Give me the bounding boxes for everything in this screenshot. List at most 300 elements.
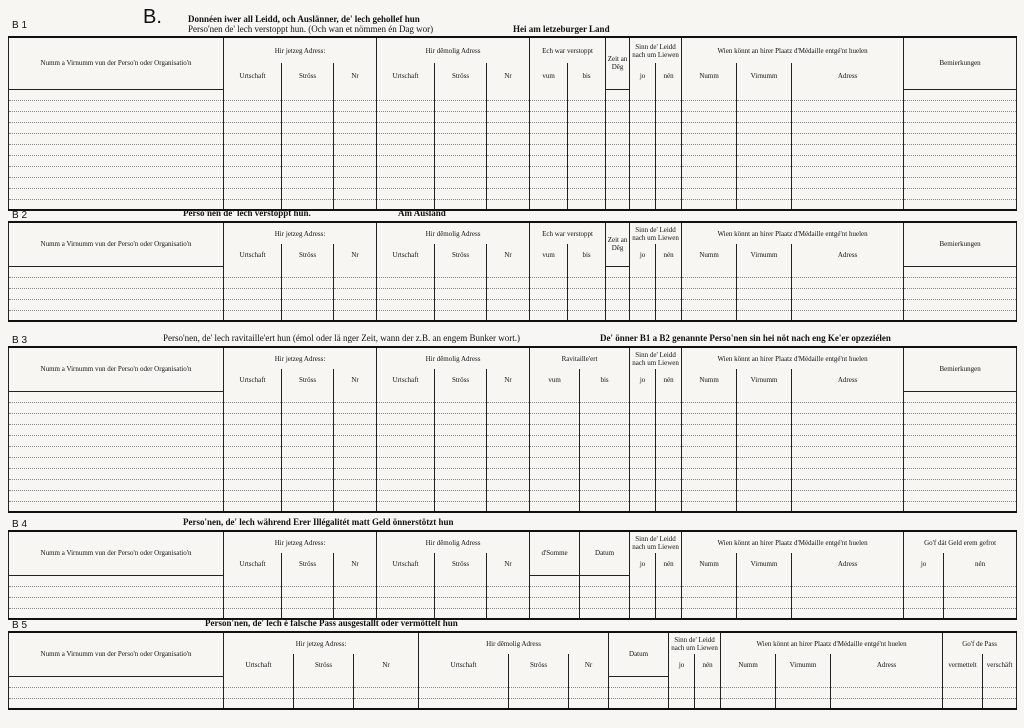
table-cell[interactable] — [606, 277, 630, 288]
table-cell[interactable] — [737, 391, 792, 402]
table-cell[interactable] — [630, 166, 656, 177]
table-cell[interactable] — [9, 435, 224, 446]
table-cell[interactable] — [9, 586, 224, 597]
table-cell[interactable] — [377, 435, 435, 446]
table-row[interactable] — [9, 277, 1017, 288]
table-cell[interactable] — [682, 490, 737, 501]
table-cell[interactable] — [224, 89, 282, 100]
table-cell[interactable] — [656, 177, 682, 188]
table-row[interactable] — [9, 144, 1017, 155]
table-cell[interactable] — [530, 424, 580, 435]
table-cell[interactable] — [580, 501, 630, 512]
table-cell[interactable] — [334, 166, 377, 177]
table-cell[interactable] — [904, 299, 1017, 310]
table-cell[interactable] — [904, 490, 1017, 501]
table-cell[interactable] — [630, 100, 656, 111]
table-cell[interactable] — [737, 177, 792, 188]
table-cell[interactable] — [568, 122, 606, 133]
table-cell[interactable] — [656, 446, 682, 457]
table-cell[interactable] — [282, 501, 334, 512]
table-cell[interactable] — [530, 266, 568, 277]
table-cell[interactable] — [435, 402, 487, 413]
table-cell[interactable] — [9, 501, 224, 512]
table-cell[interactable] — [487, 490, 530, 501]
table-cell[interactable] — [282, 402, 334, 413]
table-cell[interactable] — [294, 698, 354, 709]
table-cell[interactable] — [435, 188, 487, 199]
table-cell[interactable] — [737, 413, 792, 424]
table-cell[interactable] — [792, 111, 904, 122]
table-cell[interactable] — [609, 676, 669, 687]
table-cell[interactable] — [377, 111, 435, 122]
table-cell[interactable] — [904, 133, 1017, 144]
table-cell[interactable] — [606, 288, 630, 299]
table-cell[interactable] — [530, 122, 568, 133]
table-cell[interactable] — [609, 698, 669, 709]
table-cell[interactable] — [435, 575, 487, 586]
table-cell[interactable] — [224, 676, 294, 687]
table-row[interactable] — [9, 122, 1017, 133]
table-cell[interactable] — [377, 299, 435, 310]
table-cell[interactable] — [377, 266, 435, 277]
table-cell[interactable] — [530, 501, 580, 512]
table-cell[interactable] — [656, 266, 682, 277]
table-cell[interactable] — [487, 277, 530, 288]
table-cell[interactable] — [695, 698, 721, 709]
table-cell[interactable] — [530, 144, 568, 155]
table-cell[interactable] — [792, 391, 904, 402]
table-cell[interactable] — [9, 111, 224, 122]
table-cell[interactable] — [224, 144, 282, 155]
table-cell[interactable] — [224, 402, 282, 413]
table-cell[interactable] — [435, 310, 487, 321]
table-cell[interactable] — [606, 177, 630, 188]
table-cell[interactable] — [737, 468, 792, 479]
table-cell[interactable] — [487, 586, 530, 597]
table-cell[interactable] — [737, 188, 792, 199]
table-cell[interactable] — [904, 144, 1017, 155]
table-cell[interactable] — [530, 586, 580, 597]
table-cell[interactable] — [606, 122, 630, 133]
table-cell[interactable] — [224, 155, 282, 166]
table-cell[interactable] — [682, 100, 737, 111]
table-cell[interactable] — [530, 597, 580, 608]
table-cell[interactable] — [354, 676, 419, 687]
table-cell[interactable] — [530, 446, 580, 457]
table-cell[interactable] — [568, 133, 606, 144]
table-cell[interactable] — [224, 413, 282, 424]
table-cell[interactable] — [530, 310, 568, 321]
table-cell[interactable] — [682, 446, 737, 457]
table-cell[interactable] — [630, 89, 656, 100]
table-cell[interactable] — [656, 468, 682, 479]
table-cell[interactable] — [904, 479, 1017, 490]
table-cell[interactable] — [737, 288, 792, 299]
table-cell[interactable] — [737, 111, 792, 122]
table-cell[interactable] — [656, 586, 682, 597]
table-cell[interactable] — [509, 676, 569, 687]
table-cell[interactable] — [9, 446, 224, 457]
table-cell[interactable] — [435, 89, 487, 100]
table-cell[interactable] — [334, 597, 377, 608]
table-cell[interactable] — [568, 266, 606, 277]
table-row[interactable] — [9, 468, 1017, 479]
table-cell[interactable] — [737, 575, 792, 586]
table-cell[interactable] — [377, 310, 435, 321]
table-cell[interactable] — [9, 479, 224, 490]
table-row[interactable] — [9, 490, 1017, 501]
table-cell[interactable] — [435, 288, 487, 299]
table-cell[interactable] — [487, 155, 530, 166]
table-cell[interactable] — [282, 446, 334, 457]
table-cell[interactable] — [792, 266, 904, 277]
table-cell[interactable] — [606, 299, 630, 310]
table-cell[interactable] — [630, 479, 656, 490]
table-cell[interactable] — [656, 144, 682, 155]
table-cell[interactable] — [943, 687, 983, 698]
table-cell[interactable] — [377, 89, 435, 100]
table-cell[interactable] — [656, 490, 682, 501]
table-cell[interactable] — [487, 199, 530, 210]
table-cell[interactable] — [294, 676, 354, 687]
table-cell[interactable] — [487, 144, 530, 155]
table-cell[interactable] — [904, 608, 944, 619]
table-cell[interactable] — [282, 490, 334, 501]
table-cell[interactable] — [568, 199, 606, 210]
table-cell[interactable] — [530, 288, 568, 299]
table-cell[interactable] — [530, 199, 568, 210]
table-cell[interactable] — [568, 111, 606, 122]
table-cell[interactable] — [224, 177, 282, 188]
table-cell[interactable] — [377, 479, 435, 490]
table-cell[interactable] — [487, 597, 530, 608]
table-cell[interactable] — [530, 413, 580, 424]
table-cell[interactable] — [487, 575, 530, 586]
table-cell[interactable] — [630, 310, 656, 321]
table-cell[interactable] — [9, 288, 224, 299]
table-row[interactable] — [9, 402, 1017, 413]
table-cell[interactable] — [682, 122, 737, 133]
table-cell[interactable] — [737, 166, 792, 177]
table-cell[interactable] — [487, 288, 530, 299]
table-cell[interactable] — [224, 100, 282, 111]
table-cell[interactable] — [737, 501, 792, 512]
table-cell[interactable] — [334, 100, 377, 111]
table-row[interactable] — [9, 266, 1017, 277]
table-cell[interactable] — [695, 676, 721, 687]
table-cell[interactable] — [630, 111, 656, 122]
table-cell[interactable] — [419, 676, 509, 687]
table-cell[interactable] — [334, 501, 377, 512]
table-row[interactable] — [9, 310, 1017, 321]
table-cell[interactable] — [530, 177, 568, 188]
table-cell[interactable] — [630, 299, 656, 310]
table-cell[interactable] — [568, 277, 606, 288]
table-cell[interactable] — [737, 424, 792, 435]
table-cell[interactable] — [580, 424, 630, 435]
table-cell[interactable] — [609, 687, 669, 698]
table-cell[interactable] — [224, 166, 282, 177]
table-cell[interactable] — [630, 608, 656, 619]
table-row[interactable] — [9, 479, 1017, 490]
table-row[interactable] — [9, 177, 1017, 188]
table-cell[interactable] — [224, 122, 282, 133]
table-cell[interactable] — [904, 122, 1017, 133]
table-cell[interactable] — [487, 299, 530, 310]
table-cell[interactable] — [334, 490, 377, 501]
table-cell[interactable] — [377, 391, 435, 402]
table-cell[interactable] — [682, 89, 737, 100]
table-cell[interactable] — [792, 177, 904, 188]
table-cell[interactable] — [224, 133, 282, 144]
table-cell[interactable] — [224, 501, 282, 512]
table-cell[interactable] — [377, 586, 435, 597]
table-cell[interactable] — [282, 266, 334, 277]
table-b3-body[interactable] — [9, 391, 1017, 512]
table-cell[interactable] — [487, 111, 530, 122]
table-cell[interactable] — [9, 391, 224, 402]
table-cell[interactable] — [282, 288, 334, 299]
table-cell[interactable] — [282, 575, 334, 586]
table-cell[interactable] — [737, 402, 792, 413]
table-cell[interactable] — [831, 698, 943, 709]
table-cell[interactable] — [530, 89, 568, 100]
table-cell[interactable] — [334, 402, 377, 413]
table-cell[interactable] — [721, 687, 776, 698]
table-cell[interactable] — [682, 402, 737, 413]
table-cell[interactable] — [282, 391, 334, 402]
table-cell[interactable] — [656, 111, 682, 122]
table-cell[interactable] — [656, 122, 682, 133]
table-cell[interactable] — [435, 111, 487, 122]
table-cell[interactable] — [334, 413, 377, 424]
table-cell[interactable] — [682, 199, 737, 210]
table-cell[interactable] — [224, 299, 282, 310]
table-cell[interactable] — [282, 479, 334, 490]
table-cell[interactable] — [904, 424, 1017, 435]
table-cell[interactable] — [9, 413, 224, 424]
table-cell[interactable] — [282, 177, 334, 188]
table-cell[interactable] — [334, 111, 377, 122]
table-cell[interactable] — [983, 698, 1017, 709]
table-cell[interactable] — [792, 166, 904, 177]
table-cell[interactable] — [377, 177, 435, 188]
table-cell[interactable] — [334, 122, 377, 133]
table-cell[interactable] — [435, 501, 487, 512]
table-cell[interactable] — [334, 586, 377, 597]
table-cell[interactable] — [831, 676, 943, 687]
table-cell[interactable] — [224, 266, 282, 277]
table-cell[interactable] — [737, 89, 792, 100]
table-cell[interactable] — [487, 479, 530, 490]
table-cell[interactable] — [630, 435, 656, 446]
table-row[interactable] — [9, 586, 1017, 597]
table-cell[interactable] — [282, 100, 334, 111]
table-row[interactable] — [9, 299, 1017, 310]
table-cell[interactable] — [904, 435, 1017, 446]
table-cell[interactable] — [776, 687, 831, 698]
table-cell[interactable] — [904, 468, 1017, 479]
table-cell[interactable] — [904, 597, 944, 608]
table-cell[interactable] — [568, 100, 606, 111]
table-cell[interactable] — [9, 299, 224, 310]
table-cell[interactable] — [9, 188, 224, 199]
table-cell[interactable] — [904, 277, 1017, 288]
table-cell[interactable] — [435, 299, 487, 310]
table-cell[interactable] — [487, 435, 530, 446]
table-cell[interactable] — [630, 188, 656, 199]
table-cell[interactable] — [568, 155, 606, 166]
table-cell[interactable] — [487, 122, 530, 133]
table-cell[interactable] — [682, 277, 737, 288]
table-cell[interactable] — [943, 698, 983, 709]
table-cell[interactable] — [9, 100, 224, 111]
table-cell[interactable] — [682, 266, 737, 277]
table-cell[interactable] — [737, 479, 792, 490]
table-cell[interactable] — [435, 266, 487, 277]
table-cell[interactable] — [630, 288, 656, 299]
table-cell[interactable] — [656, 608, 682, 619]
table-cell[interactable] — [530, 402, 580, 413]
table-cell[interactable] — [656, 199, 682, 210]
table-cell[interactable] — [377, 446, 435, 457]
table-row[interactable] — [9, 608, 1017, 619]
table-cell[interactable] — [334, 133, 377, 144]
table-cell[interactable] — [792, 501, 904, 512]
table-cell[interactable] — [682, 413, 737, 424]
table-cell[interactable] — [9, 277, 224, 288]
table-cell[interactable] — [943, 676, 983, 687]
table-cell[interactable] — [630, 468, 656, 479]
table-cell[interactable] — [377, 597, 435, 608]
table-cell[interactable] — [334, 435, 377, 446]
table-cell[interactable] — [435, 435, 487, 446]
table-cell[interactable] — [792, 586, 904, 597]
table-cell[interactable] — [630, 199, 656, 210]
table-cell[interactable] — [334, 457, 377, 468]
table-cell[interactable] — [792, 100, 904, 111]
table-cell[interactable] — [944, 608, 1017, 619]
table-cell[interactable] — [282, 144, 334, 155]
table-cell[interactable] — [630, 122, 656, 133]
table-cell[interactable] — [669, 687, 695, 698]
table-cell[interactable] — [334, 199, 377, 210]
table-cell[interactable] — [487, 402, 530, 413]
table-cell[interactable] — [682, 310, 737, 321]
table-cell[interactable] — [224, 424, 282, 435]
table-cell[interactable] — [224, 457, 282, 468]
table-row[interactable] — [9, 575, 1017, 586]
table-cell[interactable] — [904, 402, 1017, 413]
table-cell[interactable] — [580, 490, 630, 501]
table-cell[interactable] — [792, 435, 904, 446]
table-cell[interactable] — [904, 111, 1017, 122]
table-cell[interactable] — [435, 597, 487, 608]
table-cell[interactable] — [580, 597, 630, 608]
table-cell[interactable] — [630, 413, 656, 424]
table-cell[interactable] — [377, 166, 435, 177]
table-cell[interactable] — [656, 100, 682, 111]
table-cell[interactable] — [630, 597, 656, 608]
table-cell[interactable] — [656, 575, 682, 586]
table-cell[interactable] — [224, 310, 282, 321]
table-cell[interactable] — [792, 89, 904, 100]
table-cell[interactable] — [682, 177, 737, 188]
table-cell[interactable] — [904, 413, 1017, 424]
table-cell[interactable] — [9, 457, 224, 468]
table-cell[interactable] — [435, 177, 487, 188]
table-cell[interactable] — [282, 166, 334, 177]
table-cell[interactable] — [580, 402, 630, 413]
table-cell[interactable] — [656, 597, 682, 608]
table-cell[interactable] — [9, 402, 224, 413]
table-cell[interactable] — [334, 89, 377, 100]
table-cell[interactable] — [435, 468, 487, 479]
table-cell[interactable] — [904, 155, 1017, 166]
table-cell[interactable] — [377, 490, 435, 501]
table-cell[interactable] — [904, 177, 1017, 188]
table-cell[interactable] — [831, 687, 943, 698]
table-cell[interactable] — [435, 391, 487, 402]
table-cell[interactable] — [792, 299, 904, 310]
table-cell[interactable] — [630, 490, 656, 501]
table-cell[interactable] — [656, 479, 682, 490]
table-cell[interactable] — [606, 144, 630, 155]
table-cell[interactable] — [334, 391, 377, 402]
table-cell[interactable] — [580, 586, 630, 597]
table-cell[interactable] — [904, 266, 1017, 277]
table-cell[interactable] — [682, 479, 737, 490]
table-cell[interactable] — [568, 188, 606, 199]
table-cell[interactable] — [944, 597, 1017, 608]
table-cell[interactable] — [792, 155, 904, 166]
table-cell[interactable] — [530, 457, 580, 468]
table-cell[interactable] — [721, 698, 776, 709]
table-row[interactable] — [9, 111, 1017, 122]
table-cell[interactable] — [682, 391, 737, 402]
table-cell[interactable] — [682, 111, 737, 122]
table-cell[interactable] — [9, 687, 224, 698]
table-cell[interactable] — [334, 468, 377, 479]
table-cell[interactable] — [487, 133, 530, 144]
table-cell[interactable] — [377, 188, 435, 199]
table-cell[interactable] — [606, 188, 630, 199]
table-cell[interactable] — [377, 122, 435, 133]
table-cell[interactable] — [282, 597, 334, 608]
table-cell[interactable] — [419, 698, 509, 709]
table-cell[interactable] — [9, 144, 224, 155]
table-cell[interactable] — [530, 391, 580, 402]
table-cell[interactable] — [334, 266, 377, 277]
table-cell[interactable] — [606, 310, 630, 321]
table-cell[interactable] — [983, 687, 1017, 698]
table-cell[interactable] — [487, 457, 530, 468]
table-cell[interactable] — [224, 687, 294, 698]
table-b5-body[interactable] — [9, 676, 1017, 709]
table-cell[interactable] — [904, 288, 1017, 299]
table-cell[interactable] — [435, 413, 487, 424]
table-cell[interactable] — [776, 698, 831, 709]
table-cell[interactable] — [282, 188, 334, 199]
table-cell[interactable] — [334, 479, 377, 490]
table-cell[interactable] — [580, 608, 630, 619]
table-b1-body[interactable] — [9, 89, 1017, 210]
table-cell[interactable] — [904, 501, 1017, 512]
table-cell[interactable] — [580, 446, 630, 457]
table-cell[interactable] — [9, 310, 224, 321]
table-cell[interactable] — [224, 435, 282, 446]
table-cell[interactable] — [487, 177, 530, 188]
